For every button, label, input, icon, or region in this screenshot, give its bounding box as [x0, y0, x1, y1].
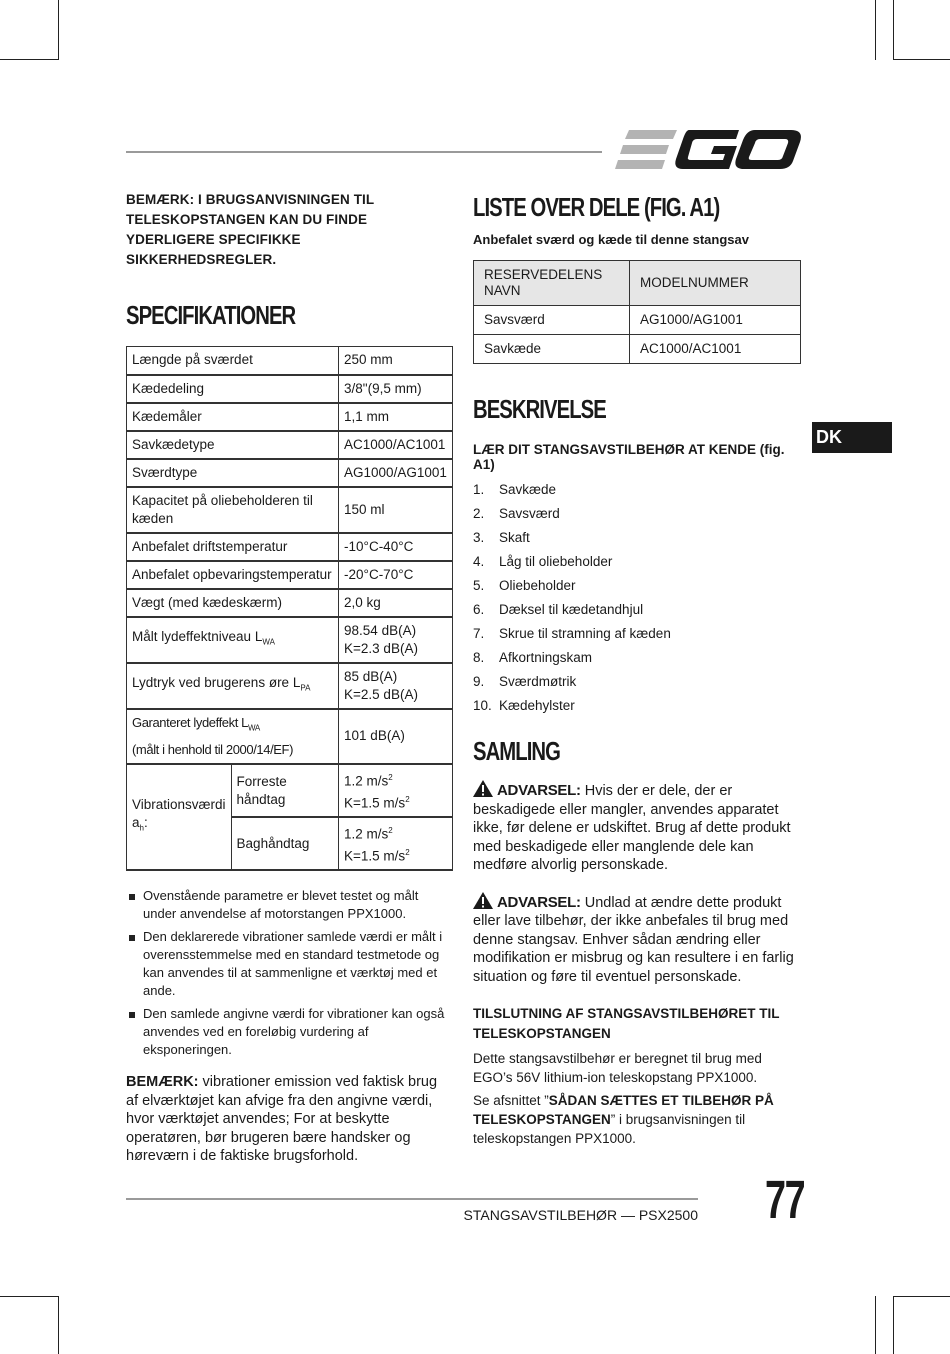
- warning-icon: [473, 780, 493, 797]
- crop-mark: [893, 59, 950, 60]
- table-cell: AC1000/AC1001: [630, 335, 801, 364]
- list-item: Ovenstående parametre er blevet testet og målt under anvendelse af motorstangen PPX1000.: [126, 887, 453, 923]
- parts-heading: LISTE OVER DELE (FIG. A1): [473, 192, 720, 222]
- crop-mark: [58, 1296, 59, 1354]
- list-item: 8. Afkortningskam: [473, 650, 593, 665]
- table-row: [127, 403, 453, 431]
- crop-mark: [875, 0, 876, 60]
- sound-pressure-value: 85 dB(A) K=2.5 dB(A): [339, 663, 453, 709]
- crop-mark: [893, 1296, 950, 1297]
- list-item: 4. Låg til oliebeholder: [473, 554, 613, 569]
- parts-table: [473, 260, 801, 364]
- guaranteed-sound-value: 101 dB(A): [339, 709, 453, 765]
- crop-mark: [0, 59, 58, 60]
- table-header: [474, 261, 801, 306]
- safety-note: BEMÆRK: I BRUGSANVISNINGEN TIL TELESKOPSTANGEN KAN DU FINDE YDERLIGERE SPECIFIKKE SIKKERHEDSREGLER.: [126, 192, 375, 267]
- spec-heading: SPECIFIKATIONER: [126, 300, 296, 330]
- table-row: [127, 617, 453, 663]
- spec-label: Anbefalet opbevaringstemperatur: [127, 561, 339, 589]
- table-row: [127, 431, 453, 459]
- list-item: 10. Kædehylster: [473, 698, 575, 713]
- spec-label: Længde på sværdet: [127, 347, 339, 375]
- spec-value: 3/8"(9,5 mm): [339, 375, 453, 403]
- list-item: 7. Skrue til stramning af kæden: [473, 626, 671, 641]
- spec-value: AG1000/AG1001: [339, 459, 453, 487]
- ego-logo: [615, 128, 801, 172]
- table-cell: Savsværd: [474, 306, 630, 335]
- spec-table: [126, 346, 453, 871]
- warning-block: ADVARSEL: Undlad at ændre dette produkt eller lave tilbehør, der ikke anbefales til brug med denne stangsav. Enhver sådan ændring eller modifikation er misbrug og kan resultere i en farlig situation og føre til eventuel personskade.: [473, 893, 794, 985]
- table-row: [127, 487, 453, 533]
- list-item: 3. Skaft: [473, 530, 530, 545]
- description-subheading: LÆR DIT STANGSAVSTILBEHØR AT KENDE (fig. A1): [473, 442, 785, 472]
- spec-value: 1,1 mm: [339, 403, 453, 431]
- spec-label: Sværdtype: [127, 459, 339, 487]
- spec-value: AC1000/AC1001: [339, 431, 453, 459]
- rear-handle-label: Baghåndtag: [231, 817, 338, 870]
- table-row: [127, 764, 453, 817]
- sound-pressure-label: Lydtryk ved brugerens øre $L_{PA}$: [127, 663, 339, 709]
- table-cell: Savkæde: [474, 335, 630, 364]
- spec-value: 150 ml: [339, 487, 453, 533]
- crop-mark: [893, 0, 894, 60]
- page-number: 77: [765, 1170, 805, 1230]
- footer-text: STANGSAVSTILBEHØR — PSX2500: [463, 1207, 698, 1223]
- spec-value: 2,0 kg: [339, 589, 453, 617]
- spec-value: -10°C-40°C: [339, 533, 453, 561]
- vibration-remark: BEMÆRK: vibrationer emission ved faktisk brug af elværktøjet kan afvige fra den angivne værdi, hvor værktøjet anvendes; For at beskytte operatøren, bør brugeren bære handsker og høreværn i de faktiske brugsforhold.: [126, 1074, 438, 1165]
- warning-block: ADVARSEL: Hvis der er dele, der er beskadigede eller mangler, anvendes apparatet ikke, før delene er udskiftet. Brug af dette produkt med beskadigede eller manglende dele kan medføre alvorlig personskade.: [473, 782, 791, 873]
- table-row: [127, 347, 453, 375]
- language-tab: DK: [812, 422, 892, 453]
- guaranteed-sound-label: Garanteret lydeffekt $L_{WA}$ (målt i henhold til 2000/14/EF): [127, 709, 339, 765]
- spec-label: Anbefalet driftstemperatur: [127, 533, 339, 561]
- table-row: [127, 663, 453, 709]
- list-item: 6. Dæksel til kædetandhjul: [473, 602, 644, 617]
- table-row: [127, 709, 453, 765]
- spec-label: Savkædetype: [127, 431, 339, 459]
- table-row: [474, 306, 801, 335]
- crop-mark: [0, 1296, 58, 1297]
- spec-label: Vægt (med kædeskærm): [127, 589, 339, 617]
- list-item: 1. Savkæde: [473, 482, 557, 497]
- vibration-label: Vibrationsværdi $a_h$:: [127, 764, 232, 870]
- rear-handle-value: 1.2 $m/s^2$ K=1.5 $m/s^2$: [339, 817, 453, 870]
- spec-value: 250 mm: [339, 347, 453, 375]
- footer-rule: [126, 1198, 698, 1200]
- connect-text: Dette stangsavstilbehør er beregnet til brug med EGO’s 56V lithium-ion teleskopstang PPX1000.: [473, 1051, 762, 1085]
- table-row: [127, 561, 453, 589]
- front-handle-value: 1.2 $m/s^2$ K=1.5 $m/s^2$: [339, 764, 453, 817]
- front-handle-label: Forreste håndtag: [231, 764, 338, 817]
- spec-label: Kædemåler: [127, 403, 339, 431]
- sound-power-value: 98.54 dB(A) K=2.3 dB(A): [339, 617, 453, 663]
- list-item: Den deklarerede vibrationer samlede værdi er målt i overensstemmelse med en standard testmetode og kan anvendes til at sammenligne et værktøj med et ande.: [126, 928, 453, 1000]
- parts-list: [473, 478, 801, 718]
- right-column: [473, 190, 801, 1148]
- sound-power-label: Målt lydeffektniveau $L_{WA}$: [127, 617, 339, 663]
- spec-label: Kædedeling: [127, 375, 339, 403]
- table-row: [474, 335, 801, 364]
- spec-notes: [126, 887, 453, 1059]
- spec-value: -20°C-70°C: [339, 561, 453, 589]
- warning-icon: [473, 892, 493, 909]
- table-row: [127, 375, 453, 403]
- crop-mark: [875, 1296, 876, 1354]
- description-heading: BESKRIVELSE: [473, 394, 606, 424]
- list-item: 9. Sværdmøtrik: [473, 674, 577, 689]
- left-column: [126, 190, 453, 1166]
- list-item: Den samlede angivne værdi for vibrationer kan også anvendes ved en foreløbig vurdering af eksponeringen.: [126, 1005, 453, 1059]
- column-header: MODELNUMMER: [630, 261, 801, 306]
- connect-heading: TILSLUTNING AF STANGSAVSTILBEHØRET TIL TELESKOPSTANGEN: [473, 1006, 780, 1041]
- column-header: RESERVEDELENS NAVN: [474, 261, 630, 306]
- crop-mark: [58, 0, 59, 60]
- table-row: [127, 589, 453, 617]
- header-rule: [126, 151, 602, 153]
- spec-label: Kapacitet på oliebeholderen til kæden: [127, 487, 339, 533]
- list-item: 5. Oliebeholder: [473, 578, 576, 593]
- list-item: 2. Savsværd: [473, 506, 560, 521]
- parts-subheading: Anbefalet sværd og kæde til denne stangsav: [473, 232, 749, 247]
- table-cell: AG1000/AG1001: [630, 306, 801, 335]
- table-row: [127, 459, 453, 487]
- see-section-text: Se afsnittet ”SÅDAN SÆTTES ET TILBEHØR PÅ TELESKOPSTANGEN” i brugsanvisningen til teleskopstangen PPX1000.: [473, 1093, 774, 1146]
- crop-mark: [893, 1296, 894, 1354]
- assembly-heading: SAMLING: [473, 736, 560, 766]
- table-row: [127, 533, 453, 561]
